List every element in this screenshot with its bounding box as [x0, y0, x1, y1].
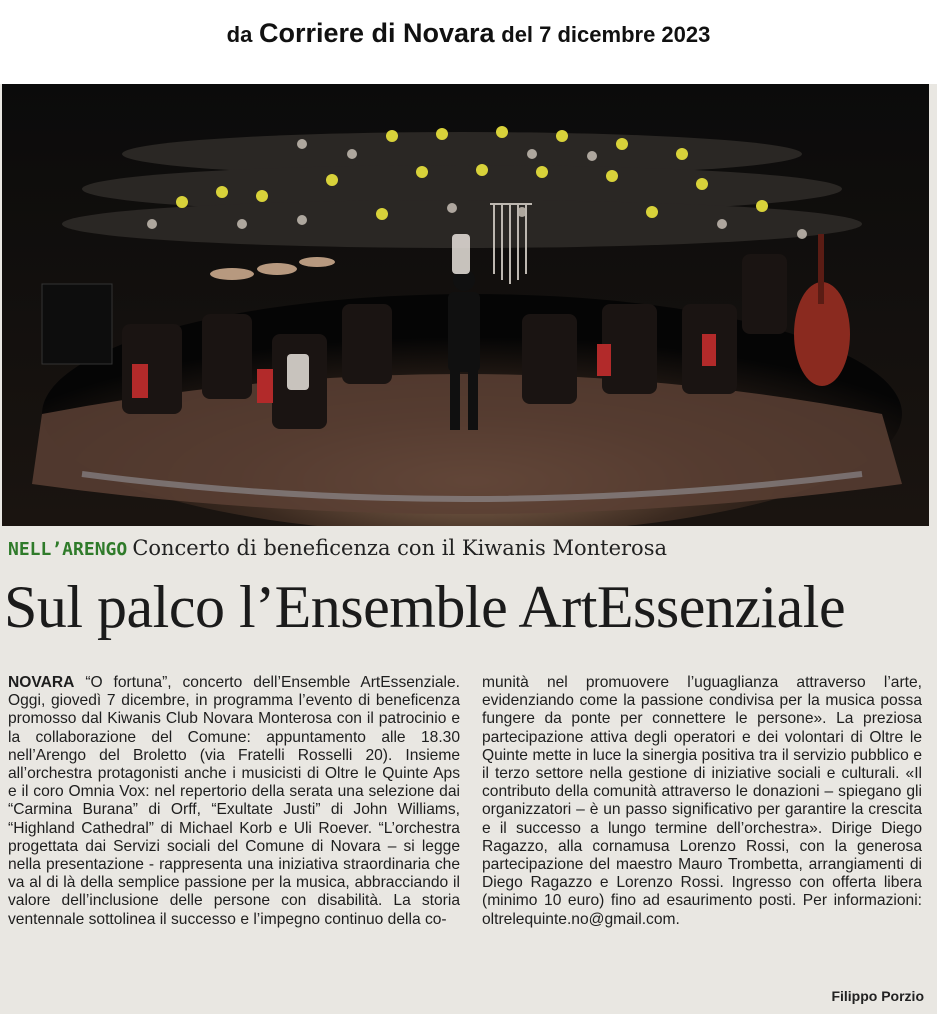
article-body-right: munità nel promuovere l’uguaglianza attraverso l’arte, evidenziando come la passione condivisa per la musica possa fungere da ponte per connettere le persone». La preziosa partecipazione attiva degli operatori e dei volontari di Oltre le Quinte mette in luce la sinergia positiva tra il servizio pubblico e il terzo settore nella gestione di iniziative sociali e culturali. «Il contributo della comunità attraverso le donazioni – spiegano gli organizzatori – è un passo significativo per garantire la crescita e il successo a lungo termine dell’orchestra». Dirige Diego Ragazzo, alla cornamusa Lorenzo Rossi, con la generosa partecipazione del maestro Mauro Trombetta, arrangiamenti di Diego Ragazzo e Lorenzo Rossi. Ingresso con offerta libera (minimo 10 euro) fino ad esaurimento posti. Per informazioni: oltrelequinte.no@gmail.com.	[482, 674, 922, 928]
source-date: del 7 dicembre 2023	[501, 22, 711, 47]
source-caption	[0, 18, 937, 49]
article-dateline: NOVARA	[8, 674, 75, 691]
source-prefix: da	[226, 22, 253, 47]
section-kicker: NELL’ARENGO	[8, 539, 128, 560]
article-byline: Filippo Porzio	[831, 988, 924, 1004]
newspaper-clipping	[0, 84, 937, 1014]
article-kicker-line	[8, 536, 928, 560]
article-subhead: Concerto di beneficenza con il Kiwanis Monterosa	[132, 536, 667, 560]
concert-photo	[2, 84, 929, 526]
article-body-left: “O fortuna”, concerto dell’Ensemble ArtEssenziale. Oggi, giovedì 7 dicembre, in programma l’evento di beneficenza promosso dal Kiwanis Club Novara Monterosa con il patrocinio e la collaborazione del Comune: appuntamento alle 18.30 nell’Arengo del Broletto (via Fratelli Rosselli 20). Insieme all’orchestra protagonisti anche i musicisti di Oltre le Quinte Aps e il coro Omnia Vox: nel repertorio della serata una selezione dai “Carmina Burana” di Orff, “Exultate Justi” di John Williams, “Highland Cathedral” di Michael Korb e Uli Roever. “L’orchestra progettata dai Servizi sociali del Comune di Novara – si legge nella presentazione - rappresenta una iniziativa straordinaria che va al di là della semplice passione per la musica, abbracciando il valore dell’inclusione delle persone con disabilità. La storia ventennale sottolinea il successo e l’impegno continuo della co-	[8, 674, 460, 928]
article-headline: Sul palco l’Ensemble ArtEssenziale	[4, 574, 846, 640]
source-paper-name: Corriere di Novara	[258, 18, 495, 48]
concert-photo-illustration	[2, 84, 929, 526]
article-column-left	[8, 674, 460, 929]
article-column-right	[482, 674, 922, 929]
